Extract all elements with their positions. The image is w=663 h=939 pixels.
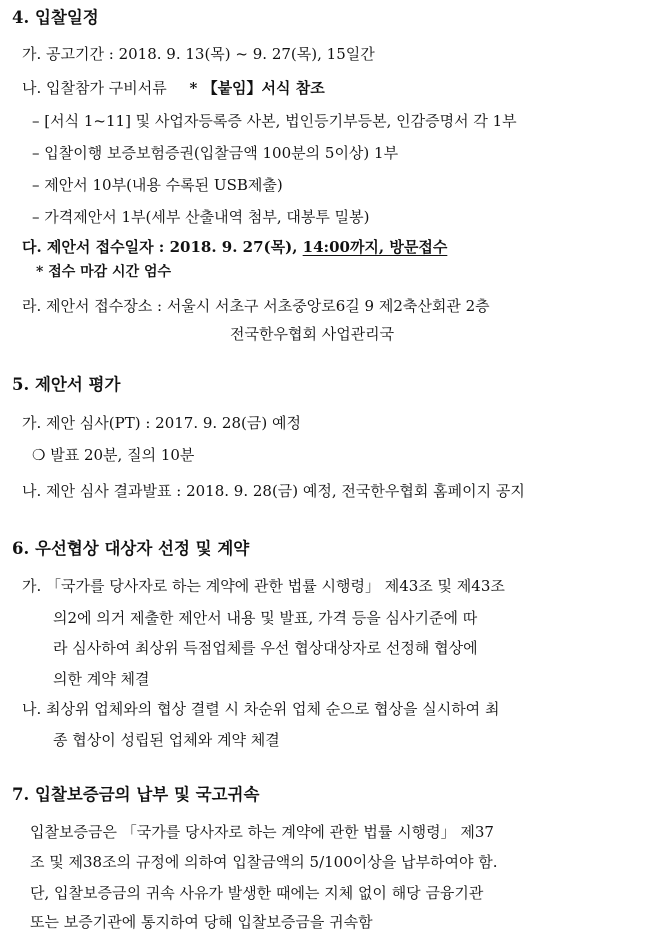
s4-doc-2: – 입찰이행 보증보험증권(입찰금액 100분의 5이상) 1부 xyxy=(32,144,399,162)
s7-paragraph-line3: 단, 입찰보증금의 귀속 사유가 발생한 때에는 지체 없이 해당 금융기관 xyxy=(30,884,484,902)
s4-item-na xyxy=(22,78,325,98)
s4-item-da-label: 다. 제안서 접수일자 : 2018. 9. 27(목), xyxy=(22,238,303,256)
s4-item-ga: 가. 공고기간 : 2018. 9. 13(목) ~ 9. 27(목), 15일간 xyxy=(22,45,375,63)
s5-bullet: ❍ 발표 20분, 질의 10분 xyxy=(32,446,195,464)
s5-item-na: 나. 제안 심사 결과발표 : 2018. 9. 28(금) 예정, 전국한우협회 홈페이지 공지 xyxy=(22,482,525,500)
s6-item-ga-line4: 의한 계약 체결 xyxy=(53,670,150,688)
s4-item-da-deadline: 14:00까지, 방문접수 xyxy=(302,238,448,256)
s6-item-na-line2: 종 협상이 성립된 업체와 계약 체결 xyxy=(53,731,280,749)
s7-paragraph-line2: 조 및 제38조의 규정에 의하여 입찰금액의 5/100이상을 납부하여야 함. xyxy=(30,853,498,871)
s7-paragraph-line1: 입찰보증금은 「국가를 당사자로 하는 계약에 관한 법률 시행령」 제37 xyxy=(30,823,494,841)
s4-doc-3: – 제안서 10부(내용 수록된 USB제출) xyxy=(32,176,283,194)
s4-item-ra-line2: 전국한우협회 사업관리국 xyxy=(230,325,395,343)
s6-item-ga-line1-text: 가. 「국가를 당사자로 하는 계약에 관한 법률 시행령」 제43조 및 제43조 xyxy=(22,577,505,595)
s6-item-ga-line2: 의2에 의거 제출한 제안서 내용 및 발표, 가격 등을 심사기준에 따 xyxy=(53,609,478,627)
s4-item-na-note: * 【붙임】서식 참조 xyxy=(189,79,325,97)
section-6-title: 6. 우선협상 대상자 선정 및 계약 xyxy=(12,539,250,558)
s6-item-ga-line1 xyxy=(22,576,643,596)
section-5-title: 5. 제안서 평가 xyxy=(12,375,121,394)
s4-doc-1: – [서식 1~11] 및 사업자등록증 사본, 법인등기부등본, 인감증명서 각 1부 xyxy=(32,112,517,130)
s6-item-na-line1: 나. 최상위 업체와의 협상 결렬 시 차순위 업체 순으로 협상을 실시하여 최 xyxy=(22,700,500,718)
s5-item-ga: 가. 제안 심사(PT) : 2017. 9. 28(금) 예정 xyxy=(22,414,301,432)
s4-item-na-label: 나. 입찰참가 구비서류 xyxy=(22,79,167,97)
s4-item-ra-line1: 라. 제안서 접수장소 : 서울시 서초구 서초중앙로6길 9 제2축산회관 2층 xyxy=(22,297,490,315)
section-4-title: 4. 입찰일정 xyxy=(12,8,99,27)
s7-paragraph-line4: 또는 보증기관에 통지하여 당해 입찰보증금을 귀속함 xyxy=(30,913,373,931)
s4-doc-4: – 가격제안서 1부(세부 산출내역 첨부, 대봉투 밀봉) xyxy=(32,208,370,226)
s4-item-da xyxy=(22,237,447,257)
s4-deadline-note: * 접수 마감 시간 엄수 xyxy=(36,264,172,280)
s6-item-ga-line3: 라 심사하여 최상위 득점업체를 우선 협상대상자로 선정해 협상에 xyxy=(53,639,478,657)
section-7-title: 7. 입찰보증금의 납부 및 국고귀속 xyxy=(12,785,260,804)
